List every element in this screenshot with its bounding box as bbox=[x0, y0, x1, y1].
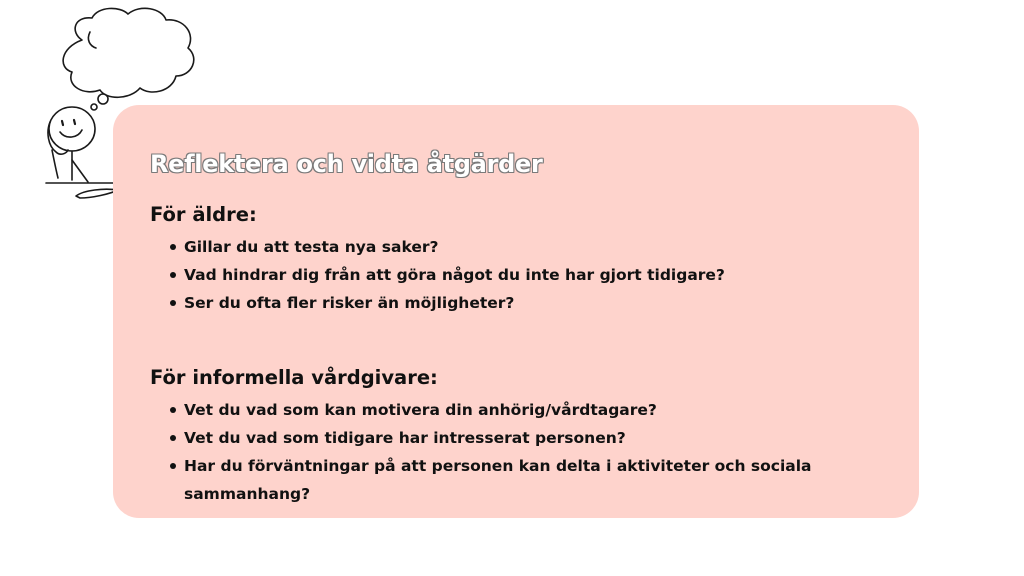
head bbox=[49, 107, 95, 151]
bullet-list-elderly bbox=[166, 233, 826, 317]
bullet-list-caregivers bbox=[166, 396, 826, 508]
list-item: Vet du vad som kan motivera din anhörig/vårdtagare? bbox=[166, 396, 826, 424]
list-item: Ser du ofta fler risker än möjligheter? bbox=[166, 289, 826, 317]
bullet-icon bbox=[170, 300, 176, 306]
section-heading-elderly: För äldre: bbox=[150, 203, 257, 226]
section-heading-caregivers: För informella vårdgivare: bbox=[150, 366, 438, 389]
thought-cloud bbox=[63, 8, 194, 97]
slide-title: Reflektera och vidta åtgärder bbox=[150, 150, 543, 178]
list-item: Vad hindrar dig från att göra något du inte har gjort tidigare? bbox=[166, 261, 826, 289]
bullet-icon bbox=[170, 463, 176, 469]
bullet-icon bbox=[170, 407, 176, 413]
list-item: Gillar du att testa nya saker? bbox=[166, 233, 826, 261]
bullet-icon bbox=[170, 435, 176, 441]
bullet-icon bbox=[170, 244, 176, 250]
list-item: Vet du vad som tidigare har intresserat personen? bbox=[166, 424, 826, 452]
bullet-icon bbox=[170, 272, 176, 278]
list-item: Har du förväntningar på att personen kan delta i aktiviteter och sociala sammanhang? bbox=[166, 452, 826, 508]
